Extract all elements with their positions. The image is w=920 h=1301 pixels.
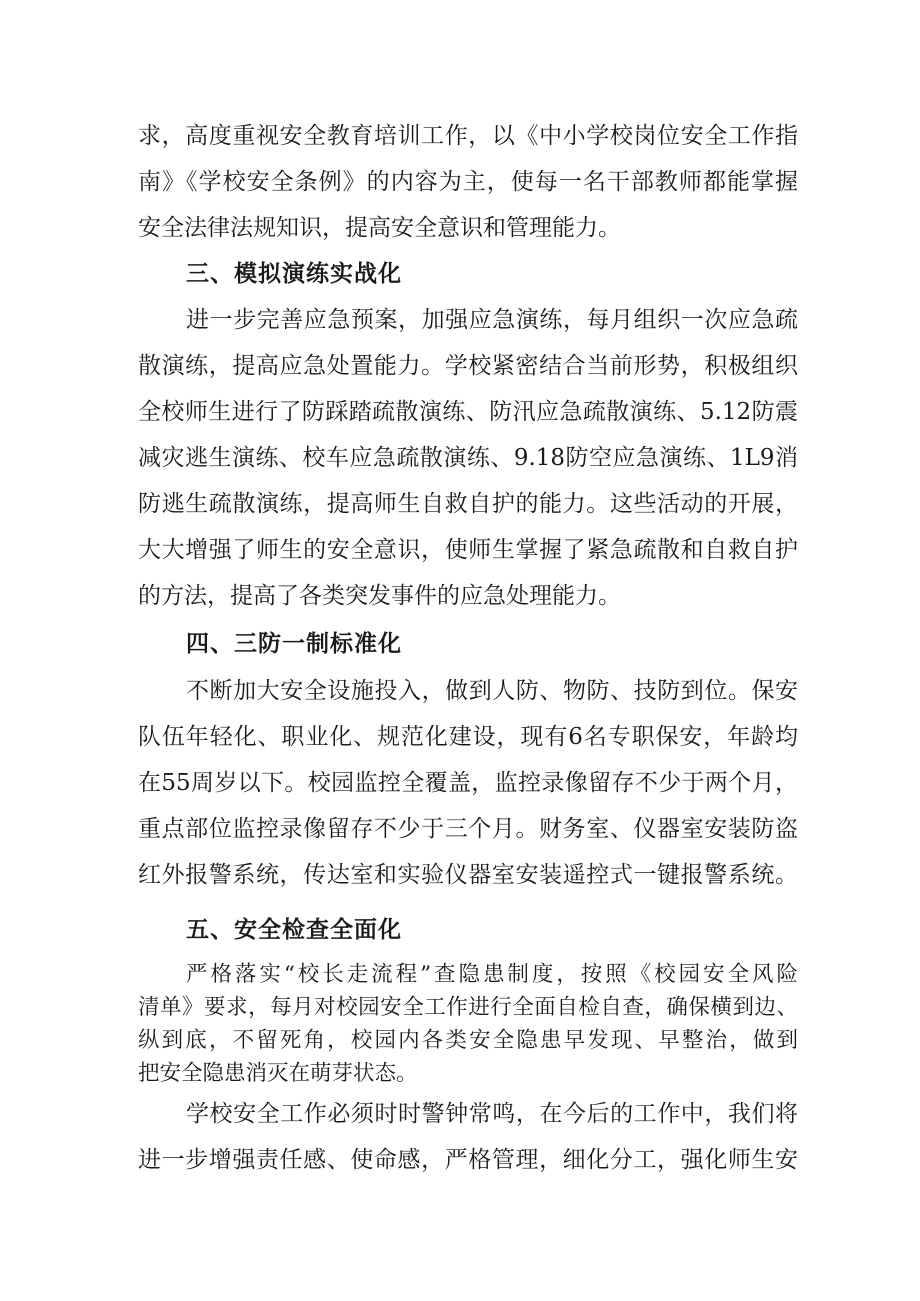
paragraph-line: 全校师生进行了防踩踏疏散演练、防汛应急疏散演练、5.12防震 [138, 399, 798, 425]
paragraph-line: 进一步增强责任感、使命感，严格管理，细化分工，强化师生安 [138, 1147, 798, 1173]
section-heading: 四、三防一制标准化 [186, 631, 402, 657]
paragraph-line: 的方法，提高了各类突发事件的应急处理能力。 [138, 583, 621, 609]
paragraph-line: 学校安全工作必须时时警钟常鸣，在今后的工作中，我们将 [186, 1101, 798, 1127]
paragraph-line: 不断加大安全设施投入，做到人防、物防、技防到位。保安 [186, 678, 798, 704]
paragraph-line: 队伍年轻化、职业化、规范化建设，现有6名专职保安，年龄均 [138, 724, 798, 750]
paragraph-line: 减灾逃生演练、校车应急疏散演练、9.18防空应急演练、1L9消 [138, 445, 798, 471]
paragraph-line: 重点部位监控录像留存不少于三个月。财务室、仪器室安装防盗 [138, 816, 798, 842]
section-heading: 三、模拟演练实战化 [186, 261, 402, 287]
paragraph-line: 散演练，提高应急处置能力。学校紧密结合当前形势，积极组织 [138, 353, 798, 379]
paragraph-line: 防逃生疏散演练，提高师生自救自护的能力。这些活动的开展， [138, 491, 798, 517]
paragraph-line: 红外报警系统，传达室和实验仪器室安装遥控式一键报警系统。 [138, 862, 798, 888]
section-heading: 五、安全检查全面化 [186, 917, 402, 943]
paragraph-line: 求，高度重视安全教育培训工作，以《中小学校岗位安全工作指 [138, 123, 798, 149]
paragraph-line: 在55周岁以下。校园监控全覆盖，监控录像留存不少于两个月， [138, 770, 798, 796]
paragraph-line: 进一步完善应急预案，加强应急演练，每月组织一次应急疏 [186, 307, 798, 333]
paragraph-line: 纵到底，不留死角，校园内各类安全隐患早发现、早整治，做到 [138, 1028, 798, 1053]
paragraph-line: 南》《学校安全条例》的内容为主，使每一名干部教师都能掌握 [138, 169, 798, 195]
paragraph-line: 安全法律法规知识，提高安全意识和管理能力。 [138, 215, 621, 241]
paragraph-line: 清单》要求，每月对校园安全工作进行全面自检自查，确保横到边、 [138, 995, 798, 1020]
paragraph-line: 大大增强了师生的安全意识，使师生掌握了紧急疏散和自救自护 [138, 537, 798, 563]
paragraph-line: 严格落实“校长走流程”查隐患制度，按照《校园安全风险 [186, 962, 798, 987]
paragraph-line: 把安全隐患消灭在萌芽状态。 [138, 1061, 418, 1086]
